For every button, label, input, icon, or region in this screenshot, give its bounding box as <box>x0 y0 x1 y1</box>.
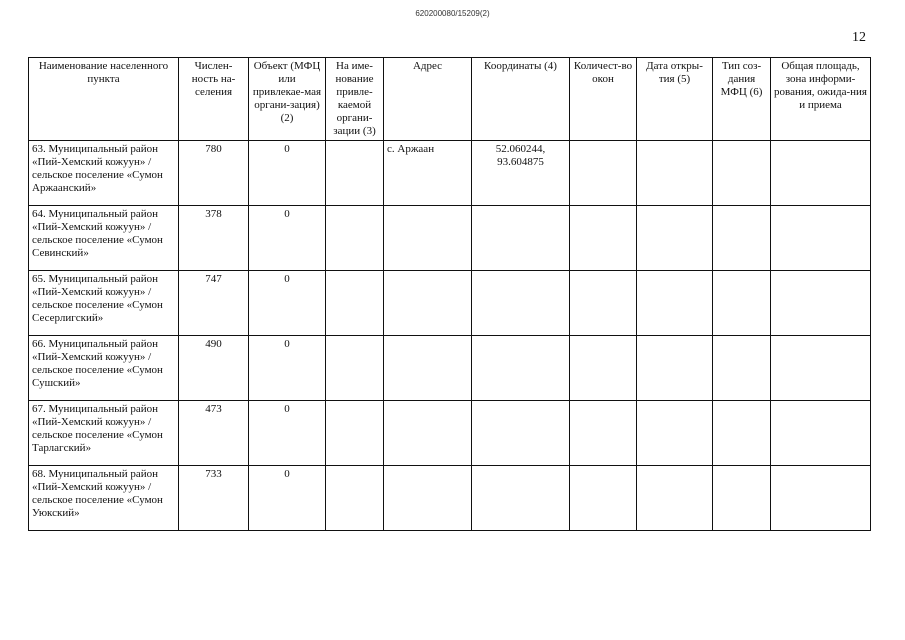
cell-opening-date <box>637 271 713 336</box>
cell-address <box>384 271 472 336</box>
cell-population: 490 <box>179 336 249 401</box>
cell-population: 378 <box>179 206 249 271</box>
cell-windows-count <box>570 401 637 466</box>
cell-population: 473 <box>179 401 249 466</box>
cell-coordinates <box>472 466 570 531</box>
cell-creation-type <box>713 401 771 466</box>
cell-coordinates <box>472 401 570 466</box>
cell-settlement-name: 67. Муниципальный район «Пий-Хемский кожуун» / сельское поселение «Сумон Тарлагский» <box>29 401 179 466</box>
cell-population: 780 <box>179 141 249 206</box>
cell-object: 0 <box>249 401 326 466</box>
header-address: Адрес <box>384 58 472 141</box>
document-id: 620200080/15209(2) <box>415 9 490 18</box>
cell-settlement-name: 65. Муниципальный район «Пий-Хемский кожуун» / сельское поселение «Сумон Сесерлигский» <box>29 271 179 336</box>
cell-population: 747 <box>179 271 249 336</box>
cell-opening-date <box>637 336 713 401</box>
cell-creation-type <box>713 466 771 531</box>
cell-total-area <box>771 141 871 206</box>
cell-object: 0 <box>249 141 326 206</box>
header-settlement-name: Наименование населенного пункта <box>29 58 179 141</box>
cell-coordinates <box>472 271 570 336</box>
header-coordinates: Координаты (4) <box>472 58 570 141</box>
page-number: 12 <box>852 30 866 45</box>
header-org-name: На име-нование привле-каемой органи-зации (3) <box>326 58 384 141</box>
table-row <box>29 141 871 206</box>
cell-org-name <box>326 271 384 336</box>
table-row <box>29 466 871 531</box>
cell-coordinates <box>472 206 570 271</box>
cell-settlement-name: 66. Муниципальный район «Пий-Хемский кожуун» / сельское поселение «Сумон Сушский» <box>29 336 179 401</box>
cell-object: 0 <box>249 271 326 336</box>
header-total-area: Общая площадь, зона информи-рования, ожида-ния и приема <box>771 58 871 141</box>
table-row <box>29 336 871 401</box>
header-opening-date: Дата откры-тия (5) <box>637 58 713 141</box>
cell-org-name <box>326 141 384 206</box>
table-header-row <box>29 58 871 141</box>
cell-creation-type <box>713 141 771 206</box>
table-row <box>29 271 871 336</box>
cell-creation-type <box>713 271 771 336</box>
cell-address: с. Аржаан <box>384 141 472 206</box>
cell-org-name <box>326 206 384 271</box>
cell-windows-count <box>570 206 637 271</box>
settlements-table <box>28 57 871 531</box>
cell-org-name <box>326 466 384 531</box>
cell-opening-date <box>637 401 713 466</box>
cell-object: 0 <box>249 206 326 271</box>
cell-address <box>384 401 472 466</box>
cell-windows-count <box>570 336 637 401</box>
table-row <box>29 206 871 271</box>
cell-object: 0 <box>249 466 326 531</box>
cell-windows-count <box>570 466 637 531</box>
cell-creation-type <box>713 206 771 271</box>
cell-settlement-name: 63. Муниципальный район «Пий-Хемский кожуун» / сельское поселение «Сумон Аржаанский» <box>29 141 179 206</box>
cell-address <box>384 336 472 401</box>
header-population: Числен-ность на-селения <box>179 58 249 141</box>
cell-org-name <box>326 336 384 401</box>
cell-total-area <box>771 206 871 271</box>
cell-population: 733 <box>179 466 249 531</box>
cell-settlement-name: 68. Муниципальный район «Пий-Хемский кожуун» / сельское поселение «Сумон Уюкский» <box>29 466 179 531</box>
cell-creation-type <box>713 336 771 401</box>
cell-coordinates: 52.060244, 93.604875 <box>472 141 570 206</box>
cell-org-name <box>326 401 384 466</box>
cell-windows-count <box>570 271 637 336</box>
cell-opening-date <box>637 141 713 206</box>
table-row <box>29 401 871 466</box>
cell-object: 0 <box>249 336 326 401</box>
cell-address <box>384 206 472 271</box>
cell-total-area <box>771 401 871 466</box>
cell-coordinates <box>472 336 570 401</box>
header-object: Объект (МФЦ или привлекае-мая органи-зация) (2) <box>249 58 326 141</box>
cell-total-area <box>771 271 871 336</box>
cell-total-area <box>771 466 871 531</box>
header-creation-type: Тип соз-дания МФЦ (6) <box>713 58 771 141</box>
cell-opening-date <box>637 466 713 531</box>
cell-opening-date <box>637 206 713 271</box>
cell-settlement-name: 64. Муниципальный район «Пий-Хемский кожуун» / сельское поселение «Сумон Севинский» <box>29 206 179 271</box>
cell-windows-count <box>570 141 637 206</box>
cell-total-area <box>771 336 871 401</box>
cell-address <box>384 466 472 531</box>
header-windows-count: Количест-во окон <box>570 58 637 141</box>
